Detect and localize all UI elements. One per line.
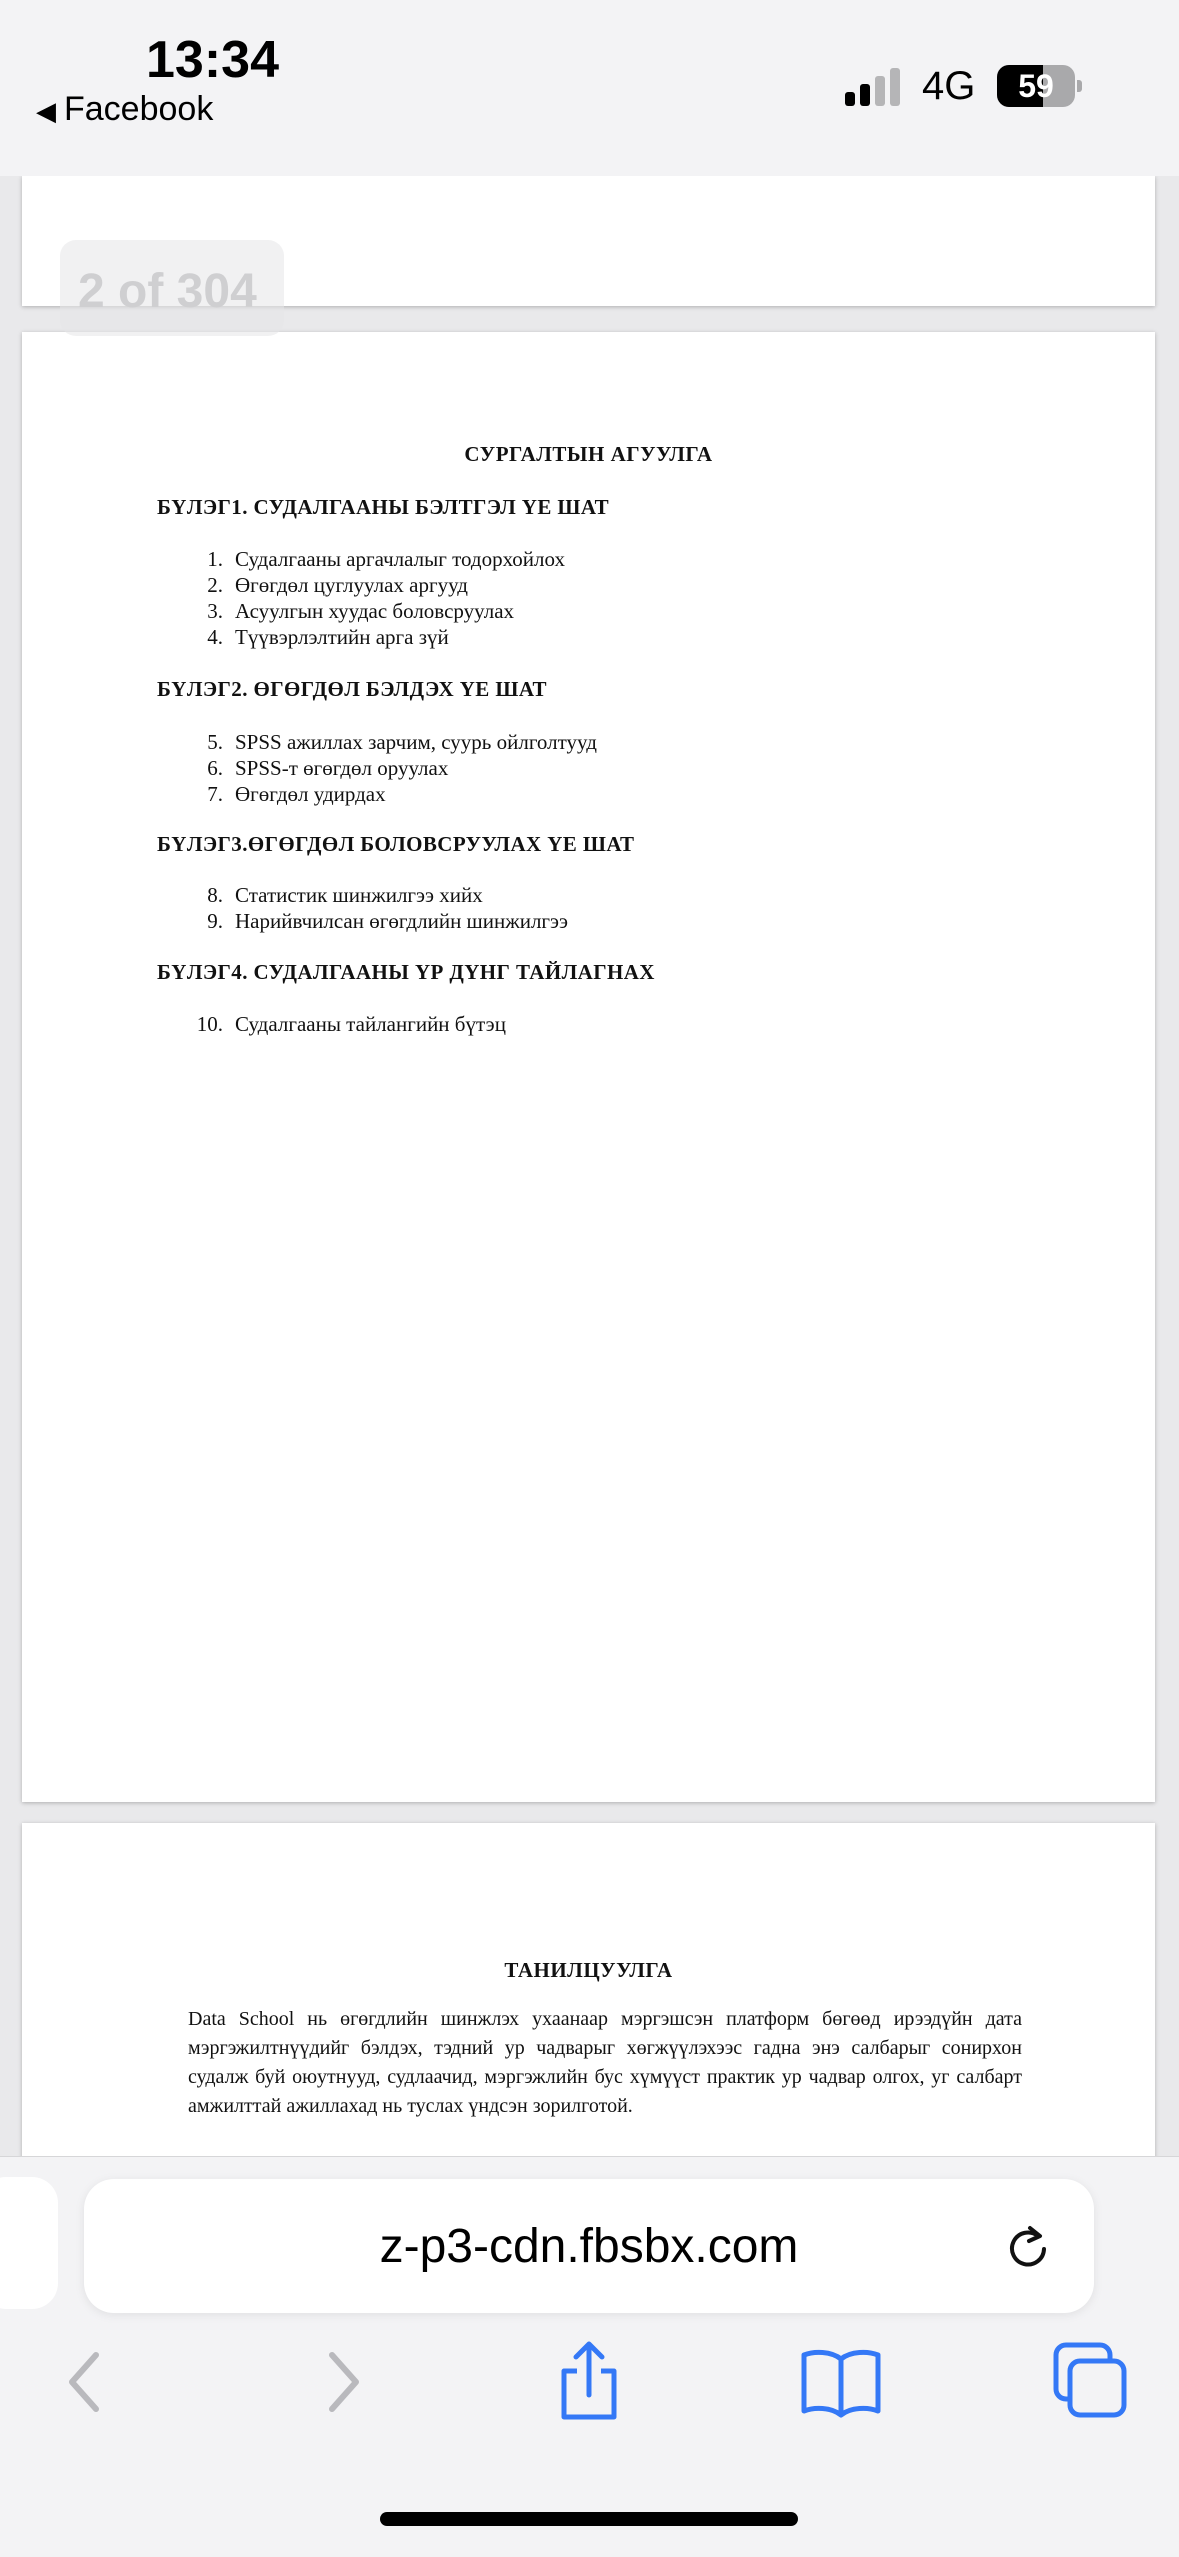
back-arrow-icon[interactable] <box>42 2337 132 2427</box>
status-bar <box>0 0 1179 176</box>
list-item <box>187 573 468 598</box>
list-item-text: Судалгааны аргачлалыг тодорхойлох <box>235 547 565 571</box>
battery-level: 59 <box>1018 68 1054 104</box>
list-item <box>187 782 386 807</box>
bookmarks-icon[interactable] <box>796 2337 886 2427</box>
list-item-text: Судалгааны тайлангийн бүтэц <box>235 1012 506 1036</box>
status-time: 13:34 <box>146 31 279 89</box>
back-triangle-icon: ◀ <box>36 96 56 126</box>
list-item-number: 5. <box>207 730 223 754</box>
list-item-text: Өгөгдөл удирдах <box>235 782 386 806</box>
list-item <box>187 909 568 934</box>
list-item <box>187 625 449 650</box>
reload-icon[interactable] <box>1000 2219 1056 2275</box>
address-bar[interactable] <box>84 2179 1094 2313</box>
share-icon[interactable] <box>544 2337 634 2427</box>
list-item <box>187 883 483 908</box>
list-item-text: Статистик шинжилгээ хийх <box>235 883 483 907</box>
list-item-number: 9. <box>207 909 223 933</box>
pdf-page-next <box>22 1823 1155 2156</box>
list-item-number: 1. <box>207 547 223 571</box>
list-item-number: 6. <box>207 756 223 780</box>
page-indicator-label: 2 of 304 <box>78 265 257 318</box>
list-item <box>187 730 597 755</box>
list-item <box>187 1012 506 1037</box>
list-item <box>187 547 565 572</box>
list-item-number: 8. <box>207 883 223 907</box>
list-item-number: 3. <box>207 599 223 623</box>
section-heading: БҮЛЭГ2. ӨГӨГДӨЛ БЭЛДЭХ ҮЕ ШАТ <box>157 677 547 701</box>
list-item-text: SPSS-т өгөгдөл оруулах <box>235 756 449 780</box>
battery-tip <box>1077 80 1082 92</box>
cellular-signal-icon <box>845 66 905 106</box>
doc-title: СУРГАЛТЫН АГУУЛГА <box>464 442 713 466</box>
back-to-app-link[interactable] <box>36 90 213 129</box>
list-item <box>187 599 514 624</box>
browser-toolbar <box>0 2156 1179 2557</box>
intro-paragraph: Data School нь өгөгдлийн шинжлэх ухаанаар мэргэшсэн платформ бөгөөд ирээдүйн дата мэргэжилтнүүдийг бэлдэх, тэдний ур чадварыг хөгжүүлэхээс гадна энэ салбарыг сонирхон судалж буй оюутнууд, судлаачид, мэргэжлийн бус хүмүүст практик ур чадвар олгох, уг салбарт амжилттай ажиллахад нь туслах үндсэн зорилготой. <box>188 2008 1022 2117</box>
list-item-number: 4. <box>207 625 223 649</box>
tabs-icon[interactable] <box>1046 2337 1136 2427</box>
list-item-number: 10. <box>196 1012 223 1036</box>
list-item-text: Өгөгдөл цуглуулах аргууд <box>235 573 468 597</box>
list-item-number: 2. <box>207 573 223 597</box>
adjacent-tab-peek[interactable] <box>0 2177 58 2309</box>
list-item <box>187 756 448 781</box>
list-item-text: Нарийвчилсан өгөгдлийн шинжилгээ <box>235 909 569 933</box>
back-app-label: Facebook <box>64 90 214 128</box>
list-item-number: 7. <box>207 782 223 806</box>
section-heading: БҮЛЭГ1. СУДАЛГААНЫ БЭЛТГЭЛ ҮЕ ШАТ <box>157 495 609 519</box>
pdf-viewer[interactable] <box>0 176 1179 2156</box>
home-indicator[interactable] <box>380 2512 798 2526</box>
battery-icon <box>997 65 1075 107</box>
network-type: 4G <box>922 64 976 108</box>
forward-arrow-icon[interactable] <box>296 2337 386 2427</box>
list-item-text: Түүвэрлэлтийн арга зүй <box>235 625 449 649</box>
pdf-page-current <box>22 332 1155 1802</box>
list-item-text: SPSS ажиллах зарчим, суурь ойлголтууд <box>235 730 597 754</box>
intro-title: ТАНИЛЦУУЛГА <box>504 1958 673 1982</box>
section-heading: БҮЛЭГ3.ӨГӨГДӨЛ БОЛОВСРУУЛАХ ҮЕ ШАТ <box>157 832 635 856</box>
list-item-text: Асуулгын хуудас боловсруулах <box>235 599 515 623</box>
page-indicator <box>60 240 284 336</box>
section-heading: БҮЛЭГ4. СУДАЛГААНЫ ҮР ДҮНГ ТАЙЛАГНАХ <box>157 960 655 984</box>
url-text: z-p3-cdn.fbsbx.com <box>379 2220 799 2273</box>
